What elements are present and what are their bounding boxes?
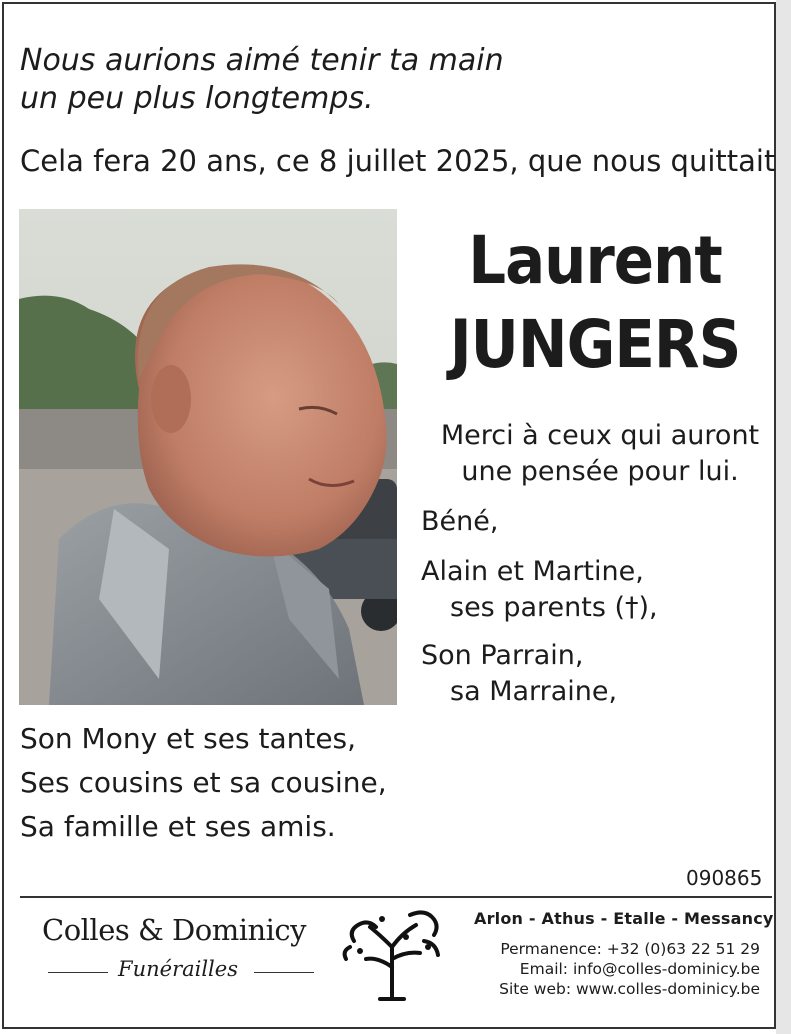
footer-divider: [20, 896, 772, 898]
quote-line-1: Nous aurions aimé tenir ta main: [20, 43, 504, 78]
tree-icon: [340, 907, 444, 1003]
funeral-home-phone: Permanence: +32 (0)63 22 51 29: [500, 940, 760, 958]
family-line-1: Béné,: [421, 506, 499, 537]
family-line-5: sa Marraine,: [450, 676, 618, 707]
family-line-3: ses parents (†),: [450, 592, 658, 623]
page-edge: [776, 0, 791, 1034]
family-line-2: Alain et Martine,: [421, 556, 644, 587]
thanks-line-2: une pensée pour lui.: [461, 456, 739, 487]
funeral-home-subtitle: Funérailles: [118, 957, 238, 981]
funeral-home-email: Email: info@colles-dominicy.be: [519, 960, 760, 978]
portrait-photo: [19, 209, 397, 705]
reference-number: 090865: [686, 866, 763, 890]
quote-line-2: un peu plus longtemps.: [20, 81, 374, 116]
funeral-home-website: Site web: www.colles-dominicy.be: [499, 980, 760, 998]
intro-text: Cela fera 20 ans, ce 8 juillet 2025, que nous quittait: [20, 144, 776, 178]
family-line-6: Son Mony et ses tantes,: [20, 722, 357, 755]
portrait-image: [19, 209, 397, 705]
funeral-home-towns: Arlon - Athus - Etalle - Messancy: [474, 909, 774, 928]
family-line-4: Son Parrain,: [421, 640, 584, 671]
deceased-last-name: JUNGERS: [449, 306, 741, 383]
deceased-first-name: Laurent: [468, 222, 722, 299]
family-line-8: Sa famille et ses amis.: [20, 810, 336, 843]
funeral-home-name: Colles & Dominicy: [42, 913, 307, 947]
family-line-7: Ses cousins et sa cousine,: [20, 766, 387, 799]
thanks-line-1: Merci à ceux qui auront: [440, 420, 760, 451]
